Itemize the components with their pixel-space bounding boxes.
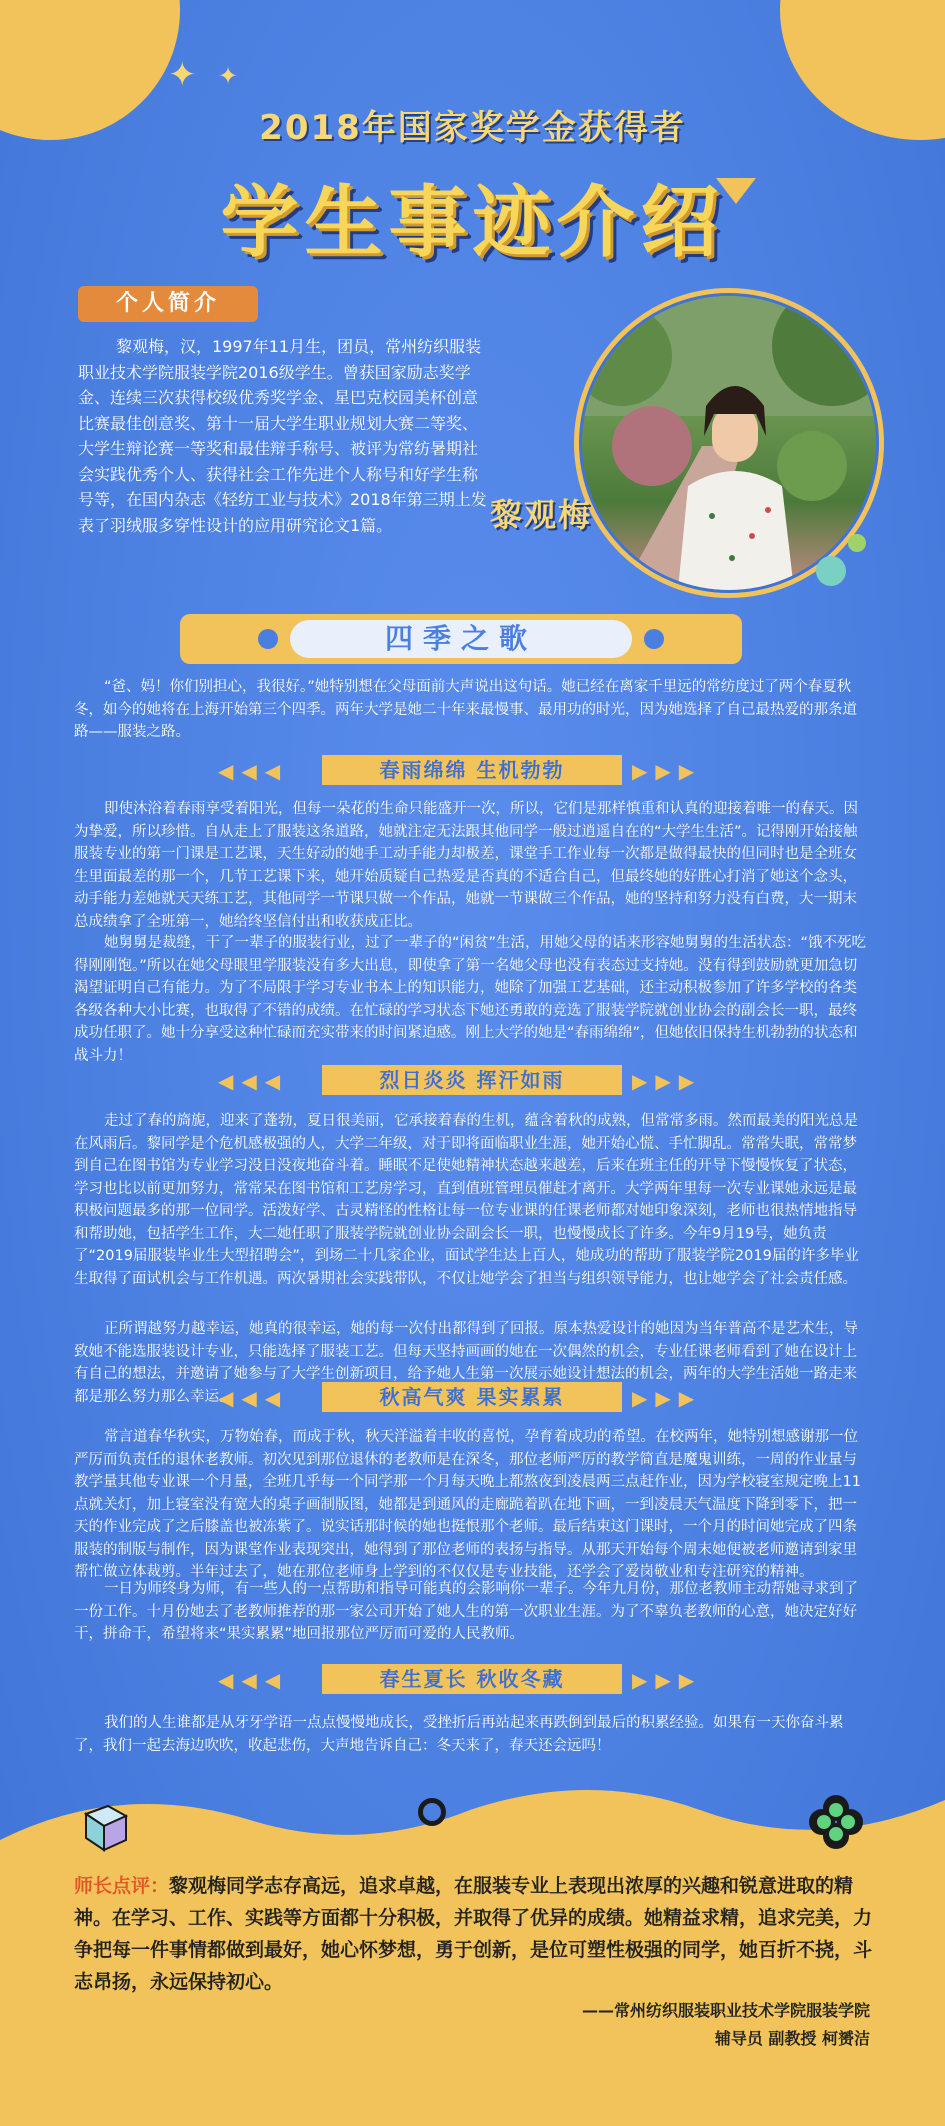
paragraph: 我们的人生谁都是从牙牙学语一点点慢慢地成长，受挫折后再站起来再跌倒到最后的积累经验。如果有一天你奋斗累了，我们一起去海边吹吹，收起悲伤，大声地告诉自己：冬天来了，春天还会远吗！ [74,1715,844,1754]
arrow-left-icon: ◀◀◀ [218,1668,289,1692]
bar-dot-left [258,629,278,649]
subsection-title: 春雨绵绵 生机勃勃 [322,755,622,785]
title-line1: 2018年国家奖学金获得者 [259,108,686,148]
student-name: 黎观梅 [490,496,593,534]
triangle-icon [716,178,756,204]
paragraph: 正所谓越努力越幸运，她真的很幸运，她的每一次付出都得到了回报。原本热爱设计的她因为当年普高不是艺术生，导致她不能选服装设计专业，只能选择了服装工艺。但每天坚持画画的她在一次偶然的机会，专业任课老师看到了她在设计上有自己的想法，并邀请了她参与了大学生创新项目，给予她人生第一次展示她设计想法的机会，两年的大学生活她一路走来都是那么努力那么幸运。 [74,1321,858,1405]
arrow-right-icon: ▶▶▶ [632,759,703,783]
arrow-left-icon: ◀◀◀ [218,1386,289,1410]
teacher-comment [74,1870,874,1998]
paragraph: 她舅舅是裁缝，干了一辈子的服装行业，过了一辈子的“闲贫”生活，用她父母的话来形容她舅舅的生活状态：“饿不死吃得刚刚饱。”所以在她父母眼里学服装没有多大出息，即使拿了第一名她父母也没有表态过支持她。没有得到鼓励就更加急切渴望证明自己有能力。为了不局限于学习专业书本上的知识能力，她除了加强工艺基础，还主动积极参加了许多学校的各类各级各种大小比赛，也取得了不错的成绩。在忙碌的学习状态下她还勇敢的竞选了服装学院就创业协会的副会长一职，最终成功任职了。她十分享受这种忙碌而充实带来的时间紧迫感。刚上大学的她是“春雨绵绵”，但她依旧保持生机勃勃的状态和战斗力！ [74,935,867,1064]
subsection-header [0,755,945,787]
comment-lead: 师长点评： [74,1875,170,1897]
subsection-header [0,1382,945,1414]
arrow-left-icon: ◀◀◀ [218,759,289,783]
signature-person: 辅导员 副教授 柯赟洁 [714,2029,870,2048]
subsection-title: 春生夏长 秋收冬藏 [322,1664,622,1694]
teal-dot [816,556,846,586]
arrow-right-icon: ▶▶▶ [632,1668,703,1692]
section-title-bar [180,614,742,664]
arrow-right-icon: ▶▶▶ [632,1386,703,1410]
paragraph: 常言道春华秋实，万物始春，而成于秋，秋天洋溢着丰收的喜悦，孕育着成功的希望。在校两年，她特别想感谢那一位严厉而负责任的退休老教师。初次见到那位退休的老教师是在深冬，那位老师严厉的教学简直是魔鬼训练，一周的作业量与教学量其他专业课一个月量，全班几乎每一个同学那一个月每天晚上都熬夜到凌晨两三点赶作业，因为学校寝室规定晚上11点就关灯，加上寝室没有宽大的桌子画制版图，她都是到通风的走廊跪着趴在地下画，一到凌晨天气温度下降到零下，把一天的作业完成了之后膝盖也被冻紫了。说实话那时候的她也挺恨那个老师。最后结束这门课时，一个月的时间她完成了四条服装的制版与制作，因为课堂作业表现突出，她得到了那位老师的表扬与指导。从那天开始每个周末她便被老师邀请到家里帮忙做立体裁剪。半年过去了，她在那位老师身上学到的不仅仅是专业技能，还学会了爱岗敬业和专注研究的精神。 [74,1429,861,1580]
paragraph: 一日为师终身为师，有一些人的一点帮助和指导可能真的会影响你一辈子。今年九月份，那位老教师主动帮她寻求到了一份工作。十月份她去了老教师推荐的那一家公司开始了她人生的第一次职业生涯。为了不辜负老教师的心意，她决定好好干，拼命干，希望将来“果实累累”地回报那位严厉而可爱的人民教师。 [74,1581,858,1642]
clover-icon [808,1794,864,1850]
section-title: 四季之歌 [290,620,632,658]
green-dot [848,534,866,552]
title-line2: 学生事迹介绍 [220,178,725,268]
paragraph: 走过了春的旖旎，迎来了蓬勃，夏日很美丽，它承接着春的生机，蕴含着秋的成熟，但常常多雨。然而最美的阳光总是在风雨后。黎同学是个危机感极强的人，大学二年级，对于即将面临职业生涯，她开始心慌、手忙脚乱。常常失眠，常常梦到自己在图书馆为专业学习没日没夜地奋斗着。睡眠不足使她精神状态越来越差，后来在班主任的开导下慢慢恢复了状态，学习也比以前更加努力，常常呆在图书馆和工艺房学习，直到值班管理员催赶才离开。大学两年里每一次专业课她永远是最积极问题最多的那一位同学。活泼好学、古灵精怪的性格让每一位专业课的任课老师都对她印象深刻，老师也很热情地指导和帮助她，包括学生工作，大二她任职了服装学院就创业协会副会长一职，也慢慢成长了许多。今年9月19号，她负责了“2019届服装毕业生大型招聘会”，到场二十几家企业，面试学生达上百人，她成功的帮助了服装学院2019届的许多毕业生取得了面试机会与工作机遇。两次暑期社会实践带队，不仅让她学会了担当与组织领导能力，也让她学会了社会责任感。 [74,1113,859,1287]
opening-paragraph: “爸、妈！你们别担心，我很好。”她特别想在父母面前大声说出这句话。她已经在离家千里远的常纺度过了两个春夏秋冬，如今的她将在上海开始第三个四季。两年大学是她二十年来最慢事、最用功的时光，因为她选择了自己最热爱的那条道路——服装之路。 [74,679,857,740]
comment-text: 黎观梅同学志存高远，追求卓越，在服装专业上表现出浓厚的兴趣和锐意进取的精神。在学习、工作、实践等方面都十分积极，并取得了优异的成绩。她精益求精，追求完美，力争把每一件事情都做到最好，她心怀梦想，勇于创新，是位可塑性极强的同学，她百折不挠，斗志昂扬，永远保持初心。 [74,1875,873,1993]
subsection-header [0,1664,945,1696]
intro-tab: 个人简介 [78,286,258,322]
signature-org: ——常州纺织服装职业技术学院服装学院 [581,2001,870,2020]
subsection-header [0,1065,945,1097]
star-icon: ✦ [168,55,197,95]
star-icon: ✦ [218,62,239,90]
subsection-title: 烈日炎炎 挥汗如雨 [322,1065,622,1095]
intro-text: 黎观梅，汉，1997年11月生，团员，常州纺织服装职业技术学院服装学院2016级学生。曾获国家励志奖学金、连续三次获得校级优秀奖学金、星巴克校园美杯创意比赛最佳创意奖、第十一届大学生职业规划大赛二等奖、大学生辩论赛一等奖和最佳辩手称号、被评为常纺暑期社会实践优秀个人、获得社会工作先进个人称号和好学生称号等，在国内杂志《轻纺工业与技术》2018年第三期上发表了羽绒服多穿性设计的应用研究论文1篇。 [78,337,487,535]
arrow-left-icon: ◀◀◀ [218,1069,289,1093]
arrow-right-icon: ▶▶▶ [632,1069,703,1093]
paragraph: 即使沐浴着春雨享受着阳光，但每一朵花的生命只能盛开一次，所以，它们是那样慎重和认真的迎接着唯一的春天。因为挚爱，所以珍惜。自从走上了服装这条道路，她就注定无法跟其他同学一般过逍遥自在的“大学生生活”。记得刚开始接触服装专业的第一门课是工艺课，天生好动的她手工动手能力却极差，课堂手工作业每一次都是做得最快的但同时也是全班女生里面最差的那一个，几节工艺课下来，她开始质疑自己热爱是否真的不适合自己，但最终她的好胜心打消了她这个念头，动手能力差她就天天练工艺，其他同学一节课只做一个作品，她就一节课做三个作品，她的坚持和努力没有白费，大一期末总成绩拿了全班第一，她给终坚信付出和收获成正比。 [74,801,858,930]
ring-icon [418,1798,446,1826]
bar-dot-right [644,629,664,649]
cube-icon [78,1800,132,1854]
subsection-title: 秋高气爽 果实累累 [322,1382,622,1412]
student-photo [582,296,876,590]
